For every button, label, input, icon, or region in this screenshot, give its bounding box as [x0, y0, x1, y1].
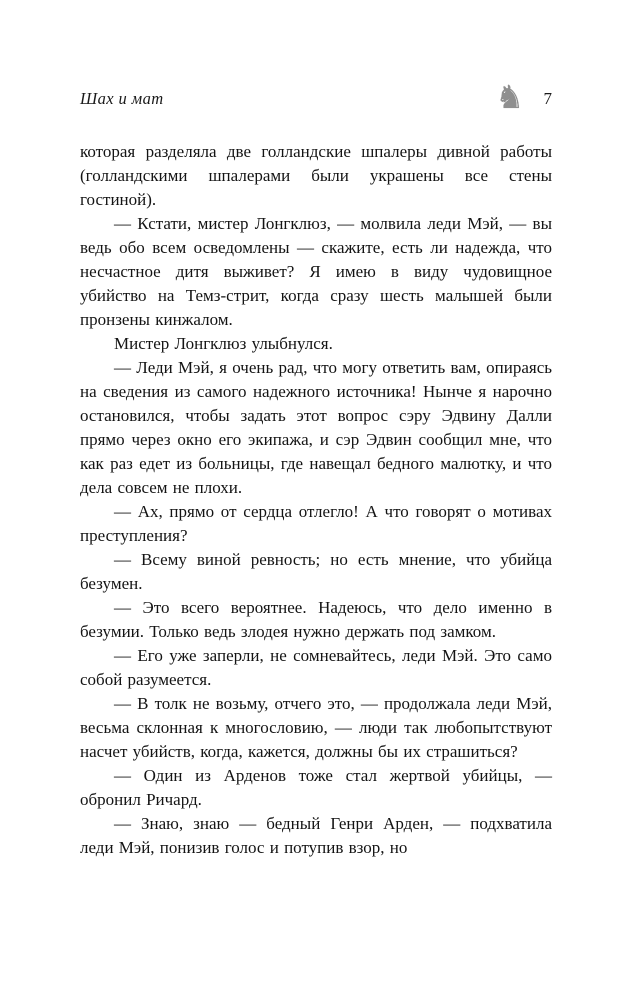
- body-text: [80, 140, 552, 860]
- header-right-group: [495, 79, 552, 115]
- paragraph: — Знаю, знаю — бедный Генри Арден, — подхватила леди Мэй, понизив голос и потупив взор, но: [80, 814, 552, 857]
- paragraph: — Кстати, мистер Лонгклюз, — молвила леди Мэй, — вы ведь обо всем осведомлены — скажите, есть ли надежда, что несчастное дитя выживет? Я имею в виду чудовищное убийство на Темз-стрит, когда сразу шесть малышей были пронзены кинжалом.: [80, 214, 552, 329]
- paragraph: — Его уже заперли, не сомневайтесь, леди Мэй. Это само собой разумеется.: [80, 646, 552, 689]
- paragraph: — Леди Мэй, я очень рад, что могу ответить вам, опираясь на сведения из самого надежного источника! Нынче я нарочно остановился, чтобы задать этот вопрос сэру Эдвину Далли прямо через окно его экипажа, и сэр Эдвин сообщил мне, что как раз едет из больницы, где навещал бедного малютку, и что дела совсем не плохи.: [80, 358, 552, 497]
- paragraph: которая разделяла две голландские шпалеры дивной работы (голландскими шпалерами были украшены все стены гостиной).: [80, 142, 552, 209]
- paragraph: — Ах, прямо от сердца отлегло! А что говорят о мотивах преступления?: [80, 502, 552, 545]
- chess-knight-icon: ♞: [495, 79, 524, 115]
- paragraph: Мистер Лонгклюз улыбнулся.: [114, 334, 333, 353]
- page-number: 7: [543, 89, 552, 108]
- paragraph: — В толк не возьму, отчего это, — продолжала леди Мэй, весьма склонная к многословию, — люди так любопытствуют насчет убийств, когда, кажется, должны бы их страшиться?: [80, 694, 552, 761]
- paragraph: — Всему виной ревность; но есть мнение, что убийца безумен.: [80, 550, 552, 593]
- paragraph: — Это всего вероятнее. Надеюсь, что дело именно в безумии. Только ведь злодея нужно держать под замком.: [80, 598, 552, 641]
- paragraph: — Один из Арденов тоже стал жертвой убийцы, — обронил Ричард.: [80, 766, 552, 809]
- running-title: Шах и мат: [80, 89, 164, 108]
- running-header: [80, 79, 552, 116]
